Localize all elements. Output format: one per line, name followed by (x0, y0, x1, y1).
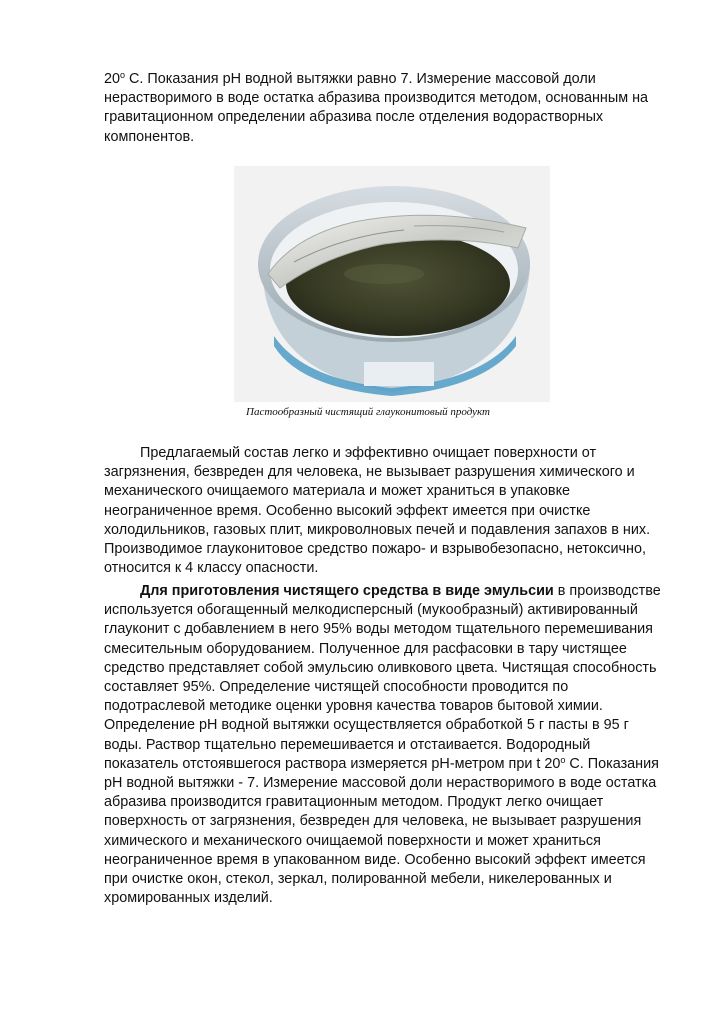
para2-line: глауконит с добавлением в него 95% воды методом тщательного перемешивания (104, 621, 653, 638)
product-photo (234, 166, 550, 402)
para2-line: абразива производится гравитационным методом. Продукт легко очищает (104, 794, 604, 811)
intro-line-4: компонентов. (104, 128, 195, 145)
para2-lead-line (104, 582, 694, 601)
para2-line: поверхность от загрязнения, безвреден для человека, не вызывает разрушения (104, 813, 642, 830)
para2-temperature-line: показатель отстоявшегося раствора измеряется рН-метром при t 20$^o$ С. Показания (104, 754, 659, 772)
intro-line-2: нерастворимого в воде остатка абразива производится методом, основанным на (104, 90, 649, 107)
paragraph-1 (104, 444, 694, 578)
intro-line-3: гравитационном определении абразива после отделения водорастворных (104, 109, 604, 126)
para1-line: механического очищаемого материала и может храниться в упаковке (104, 483, 571, 500)
para2-line: составляет 95%. Определение чистящей способности проводится по (104, 679, 569, 696)
para1-line: Производимое глауконитовое средство пожаро- и взрывобезопасно, нетоксично, (104, 541, 646, 558)
para2-line: смесительным оборудованием. Полученное для расфасовки в тару чистящее (104, 640, 627, 657)
para2-line: хромированных изделий. (104, 890, 273, 907)
jar-label (364, 362, 434, 386)
para2-line: химического и механического очищаемой поверхности и может храниться (104, 832, 601, 849)
para1-line: неограниченное время. Особенно высокий эффект имеется при очистке (104, 502, 591, 519)
para2-line: средство представляет собой эмульсию оливкового цвета. Чистящая способность (104, 659, 657, 676)
paste-highlight (344, 264, 424, 284)
para2-lead-bold: Для приготовления чистящего средства в виде эмульсии (140, 583, 554, 599)
intro-paragraph (104, 70, 694, 147)
para2-lead-rest: в производстве (553, 583, 661, 599)
para2-line: подотраслевой методике оценки уровня качества товаров бытовой химии. (104, 698, 603, 715)
para2-line: используется обогащенный мелкодисперсный (мукообразный) активированный (104, 602, 638, 619)
para2-line: воды. Раствор тщательно перемешивается и отстаивается. Водородный (104, 736, 591, 753)
intro-line-1: 20$^o$ С. Показания рН водной вытяжки равно 7. Измерение массовой доли (104, 70, 596, 87)
para2-line: неограниченное время в упакованном виде. Особенно высокий эффект имеется (104, 851, 646, 868)
para1-line: Предлагаемый состав легко и эффективно очищает поверхности от (140, 445, 597, 461)
para1-line: холодильников, газовых плит, микроволновых печей и подавления запахов в них. (104, 521, 651, 538)
para2-line: при очистке окон, стекол, зеркал, полированной мебели, никелерованных и (104, 871, 612, 888)
para2-line: рН водной вытяжки - 7. Измерение массовой доли нерастворимого в воде остатка (104, 775, 657, 792)
para1-line: загрязнения, безвреден для человека, не вызывает разрушения химического и (104, 464, 635, 481)
paragraph-2 (104, 582, 694, 908)
figure-caption: Пастообразный чистящий глауконитовый продукт (246, 406, 490, 418)
para1-line: относится к 4 классу опасности. (104, 560, 319, 577)
para2-line: Определение рН водной вытяжки осуществляется обработкой 5 г пасты в 95 г (104, 717, 629, 734)
